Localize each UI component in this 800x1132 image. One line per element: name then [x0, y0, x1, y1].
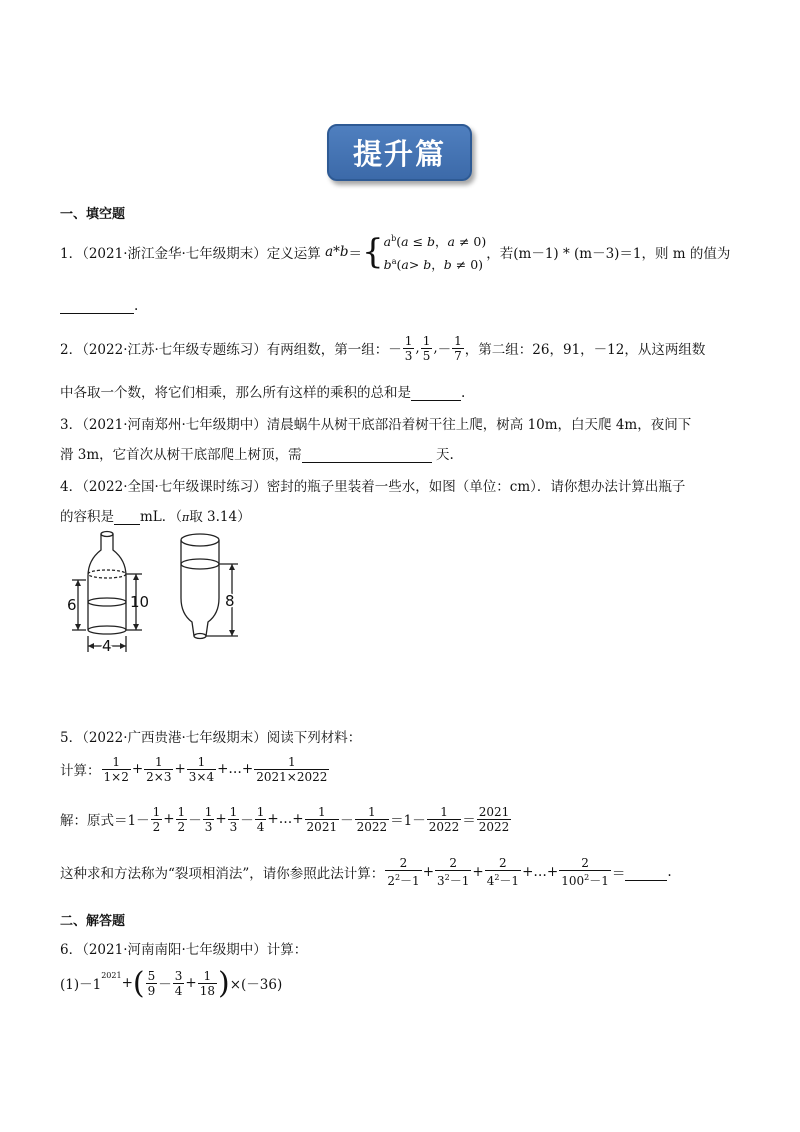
- bottle2-water-level: [181, 559, 219, 569]
- q5-blank[interactable]: [625, 864, 667, 881]
- bottle1-cap: [101, 532, 113, 537]
- q4-blank[interactable]: [114, 524, 140, 525]
- q2-blank[interactable]: [411, 400, 461, 401]
- q1-case1: $a^b(a \le b$，a ≠ 0): [383, 233, 487, 249]
- q1-blank[interactable]: [60, 313, 134, 314]
- q3-blank[interactable]: [302, 462, 432, 463]
- q2-mid: ，第二组：26，91，－12，从这两组数: [464, 342, 706, 358]
- bottle2-left-outline: [181, 540, 194, 636]
- bottle1-water-level: [88, 598, 126, 606]
- q1-after: ，若(m－1) * (m－3)＝1，则 m 的值为: [486, 246, 731, 262]
- q1-piecewise: [384, 229, 487, 275]
- dim-10: 10: [130, 593, 150, 611]
- question-4-line2: 的容积是 mL．（π取 3.14）: [60, 509, 251, 525]
- q6-expression: (1)－1 $^{2021}$ + ( $\frac{5}{9}$ － $\frac{3}{4}$ + $\frac{1}{18}$ ) ×(－36): [60, 965, 283, 1001]
- dim-4: 4: [102, 637, 112, 655]
- q5-calc-line: 计算： $\frac{1}{1\times 2}$ + $\frac{1}{2\times 3}$ + $\frac{1}{3\times 4}$ +…+ $\frac{1}{2021\times 2022}$: [60, 754, 328, 784]
- bottle1-base: [88, 626, 126, 634]
- section-fill-heading: 一、填空题: [60, 207, 126, 222]
- section-answer-heading: 二、解答题: [60, 914, 126, 929]
- question-6-line1: 6．（2021·河南南阳·七年级期中）计算：: [60, 942, 308, 958]
- question-1: 1．（2021·浙江金华·七年级期末）定义运算 a * b ＝ { $a^b(a \le b$，a ≠ 0) $b^a(a> b$，b ≠ 0) ，若(m－1) * (m－3)＝1，则 m 的值为: [60, 232, 730, 272]
- question-3-line1: 3．（2021·河南郑州·七年级期中）清晨蜗牛从树干底部沿着树干往上爬，树高 10m，白天爬 4m，夜间下: [60, 417, 692, 433]
- dim-6: 6: [67, 596, 77, 614]
- title-banner: [327, 124, 472, 181]
- q1-case2: $b^a(a> b$，b ≠ 0): [383, 257, 484, 273]
- q5-solution-line: 解：原式＝ 1－ $\frac{1}{2}$ + $\frac{1}{2}$ － $\frac{1}{3}$ + $\frac{1}{3}$ － $\frac{1}{4}$ +…+ $\frac{1}{2021}$ － $\frac{1}{2022}$ ＝1－ $\frac{1}{2022}$ ＝ $\frac{2021}{2022}$: [60, 804, 510, 834]
- q5-task-line: 这种求和方法称为“裂项相消法”，请你参照此法计算： $\frac{2}{2^2-1}$ + $\frac{2}{3^2-1}$ + $\frac{2}{4^2-1}$ +…+ $\frac{2}{100^2-1}$ ＝ .: [60, 856, 672, 888]
- bottle2-base: [181, 534, 219, 546]
- dim-8: 8: [225, 592, 235, 610]
- bottle-figure: [66, 528, 256, 660]
- question-4-line1: 4．（2022·全国·七年级课时练习）密封的瓶子里装着一些水，如图（单位：cm）．请你想办法计算出瓶子: [60, 479, 686, 495]
- q1-answer-line: .: [60, 298, 138, 314]
- q2-source: 2．（2022·江苏·七年级专题练习）有两组数，第一组：: [60, 342, 389, 358]
- question-3-line2: 滑 3m，它首次从树干底部爬上树顶，需 天.: [60, 447, 454, 463]
- question-2: 2．（2022·江苏·七年级专题练习）有两组数，第一组： － $\frac{1}{3}$ , $\frac{1}{5}$ , － $\frac{1}{7}$ ，第二组：26，91，－12，从这两组数: [60, 333, 706, 363]
- q2-line2: 中各取一个数，将它们相乘，那么所有这样的乘积的总和是 .: [60, 385, 466, 401]
- question-5-line1: 5．（2022·广西贵港·七年级期末）阅读下列材料：: [60, 730, 362, 746]
- bottle1-shoulder: [88, 570, 126, 578]
- bottle1-left-outline: [88, 534, 101, 630]
- bottle2-right-outline: [206, 540, 219, 636]
- banner-title: 提升篇: [352, 137, 446, 171]
- bottle2-cap: [194, 634, 206, 639]
- bottle1-right-outline: [113, 534, 126, 630]
- q1-source: 1．（2021·浙江金华·七年级期末）定义运算: [60, 246, 321, 262]
